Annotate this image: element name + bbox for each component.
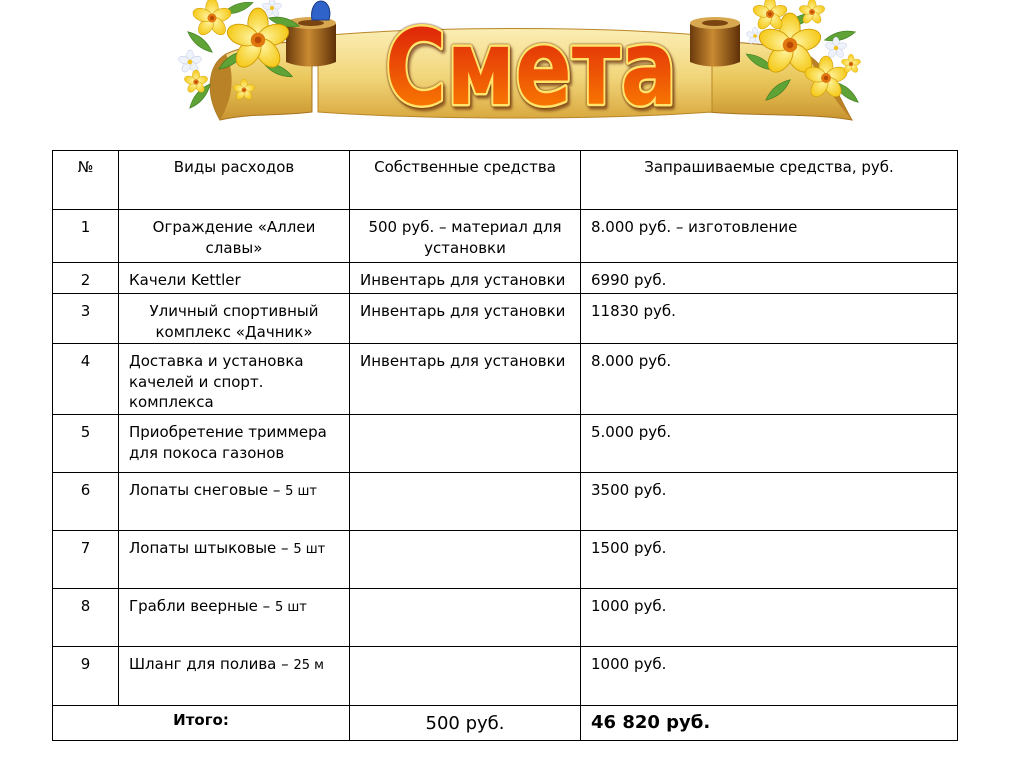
header-number: № <box>53 151 119 210</box>
expense-cell: Уличный спортивный комплекс «Дачник» <box>119 294 350 344</box>
scroll-roll-right-spiral <box>702 20 728 26</box>
own-funds-cell <box>350 589 581 647</box>
expense-name: Грабли веерные – <box>129 597 271 615</box>
total-requested-funds: 46 820 руб. <box>581 706 958 741</box>
requested-funds-cell: 8.000 руб. <box>581 344 958 415</box>
flower-decoration <box>191 0 233 38</box>
scroll-roll-left-spiral <box>298 20 324 26</box>
row-number-cell: 5 <box>53 415 119 473</box>
header-requested-funds: Запрашиваемые средства, руб. <box>581 151 958 210</box>
expense-cell: Приобретение триммера для покоса газонов <box>119 415 350 473</box>
expense-quantity: 5 шт <box>274 600 307 615</box>
requested-funds-cell: 3500 руб. <box>581 473 958 531</box>
expense-cell <box>119 473 350 531</box>
own-funds-cell: Инвентарь для установки <box>350 294 581 344</box>
flower-decoration <box>177 50 202 74</box>
row-number-cell: 7 <box>53 531 119 589</box>
own-funds-cell <box>350 473 581 531</box>
expense-name: Шланг для полива – <box>129 655 289 673</box>
requested-funds-cell: 1500 руб. <box>581 531 958 589</box>
blue-figure-decoration <box>312 1 330 20</box>
requested-funds-cell: 8.000 руб. – изготовление <box>581 210 958 263</box>
row-number-cell: 3 <box>53 294 119 344</box>
expense-quantity: 5 шт <box>293 542 326 557</box>
table-total-row <box>53 706 958 741</box>
requested-funds-cell: 6990 руб. <box>581 263 958 294</box>
requested-funds-cell: 1000 руб. <box>581 589 958 647</box>
row-number-cell: 1 <box>53 210 119 263</box>
own-funds-cell: Инвентарь для установки <box>350 263 581 294</box>
table-row <box>53 531 958 589</box>
own-funds-cell <box>350 531 581 589</box>
table-row <box>53 473 958 531</box>
expense-cell: Доставка и установка качелей и спорт. комплекса <box>119 344 350 415</box>
table-row <box>53 647 958 706</box>
header-expense: Виды расходов <box>119 151 350 210</box>
table-row <box>53 589 958 647</box>
expense-name: Лопаты штыковые – <box>129 539 289 557</box>
table-header-row <box>53 151 958 210</box>
expense-quantity: 25 м <box>293 658 324 673</box>
table-row <box>53 263 958 294</box>
expense-quantity: 5 шт <box>285 484 317 499</box>
row-number-cell: 9 <box>53 647 119 706</box>
row-number-cell: 8 <box>53 589 119 647</box>
table-row <box>53 344 958 415</box>
expense-cell: Ограждение «Аллеи славы» <box>119 210 350 263</box>
row-number-cell: 2 <box>53 263 119 294</box>
expense-cell <box>119 647 350 706</box>
leaf-decoration <box>824 28 857 44</box>
requested-funds-cell: 1000 руб. <box>581 647 958 706</box>
row-number-cell: 4 <box>53 344 119 415</box>
estimate-table <box>52 150 958 741</box>
expense-name: Лопаты снеговые – <box>129 481 281 499</box>
banner-title: Смета <box>385 7 677 129</box>
table-row <box>53 415 958 473</box>
requested-funds-cell: 11830 руб. <box>581 294 958 344</box>
total-own-funds: 500 руб. <box>350 706 581 741</box>
own-funds-cell: 500 руб. – материал для установки <box>350 210 581 263</box>
total-label: Итого: <box>53 706 350 741</box>
header-own-funds: Собственные средства <box>350 151 581 210</box>
own-funds-cell <box>350 415 581 473</box>
expense-cell <box>119 531 350 589</box>
expense-cell <box>119 589 350 647</box>
table-row <box>53 210 958 263</box>
table-row <box>53 294 958 344</box>
own-funds-cell: Инвентарь для установки <box>350 344 581 415</box>
own-funds-cell <box>350 647 581 706</box>
row-number-cell: 6 <box>53 473 119 531</box>
requested-funds-cell: 5.000 руб. <box>581 415 958 473</box>
expense-cell: Качели Kettler <box>119 263 350 294</box>
title-banner <box>0 0 1024 140</box>
